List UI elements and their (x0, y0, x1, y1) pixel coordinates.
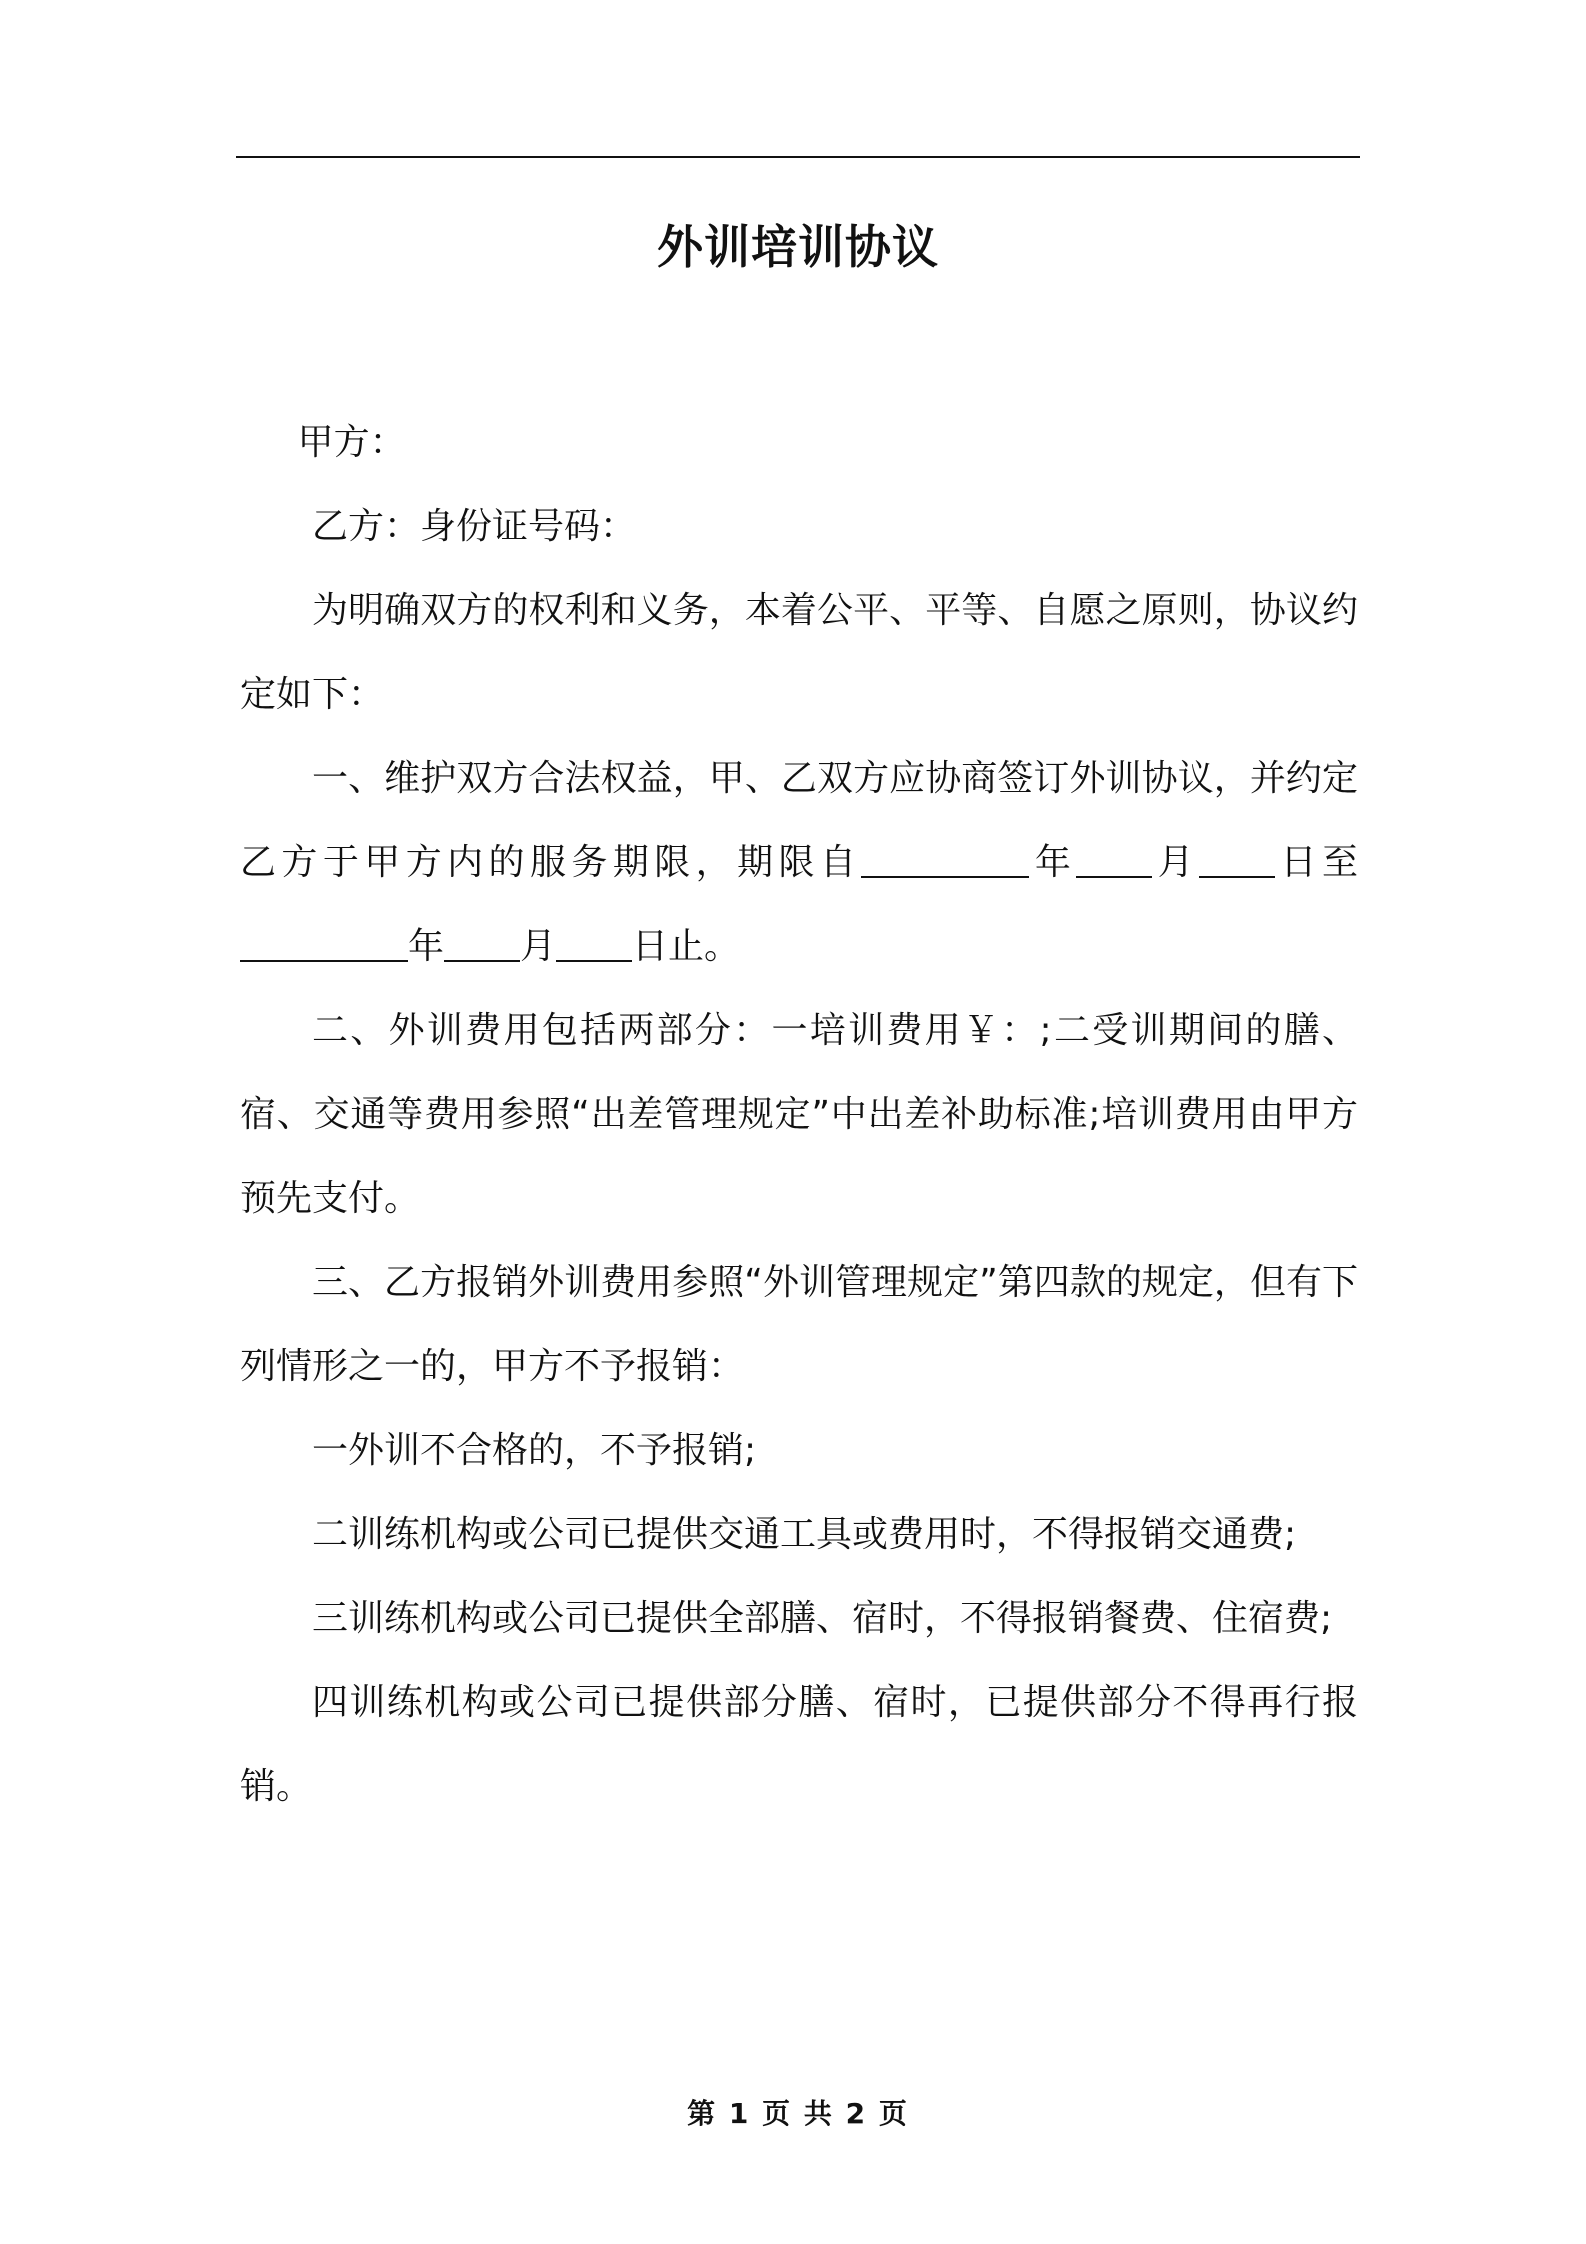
party-b-line: 乙方：身份证号码： (312, 506, 637, 547)
clause-3-paragraph: 三、乙方报销外训费用参照“外训管理规定”第四款的规定，但有下列情形之一的，甲方不予报销： (240, 1262, 1358, 1387)
end-day-blank (556, 924, 632, 962)
end-year-label: 年 (408, 926, 445, 967)
end-month-label: 月 (520, 926, 557, 967)
document-title: 外训培训协议 (657, 220, 939, 274)
list-item-1: 一外训不合格的，不予报销; (312, 1430, 757, 1471)
clause-1-paragraph (240, 737, 1358, 989)
end-day-to-label: 日至 (1275, 842, 1358, 883)
intro-paragraph: 为明确双方的权利和义务，本着公平、平等、自愿之原则，协议约定如下： (240, 590, 1358, 715)
page-number: 第 1 页 共 2 页 (687, 2097, 909, 2130)
start-month-label: 月 (1152, 842, 1200, 883)
start-year-label: 年 (1029, 842, 1077, 883)
clause-1-text: 一、维护双方合法权益，甲、乙双方应协商签订外训协议，并约定乙方于甲方内的服务期限，期限自 (240, 758, 1358, 883)
start-day-blank (1199, 840, 1275, 878)
list-item-2: 二训练机构或公司已提供交通工具或费用时，不得报销交通费; (312, 1514, 1297, 1555)
party-a-line: 甲方： (297, 422, 406, 463)
list-item-3: 三训练机构或公司已提供全部膳、宿时，不得报销餐费、住宿费; (312, 1598, 1333, 1639)
end-year-blank (240, 924, 408, 962)
header-rule (236, 156, 1360, 158)
end-month-blank (444, 924, 520, 962)
list-item-4: 四训练机构或公司已提供部分膳、宿时，已提供部分不得再行报销。 (240, 1682, 1358, 1807)
start-year-blank (861, 840, 1029, 878)
document-body (240, 401, 1358, 1829)
start-month-blank (1076, 840, 1152, 878)
end-day-label: 日止。 (632, 926, 741, 967)
clause-2-paragraph: 二、外训费用包括两部分：一培训费用￥：;二受训期间的膳、宿、交通等费用参照“出差管理规定”中出差补助标准;培训费用由甲方预先支付。 (240, 1010, 1358, 1219)
